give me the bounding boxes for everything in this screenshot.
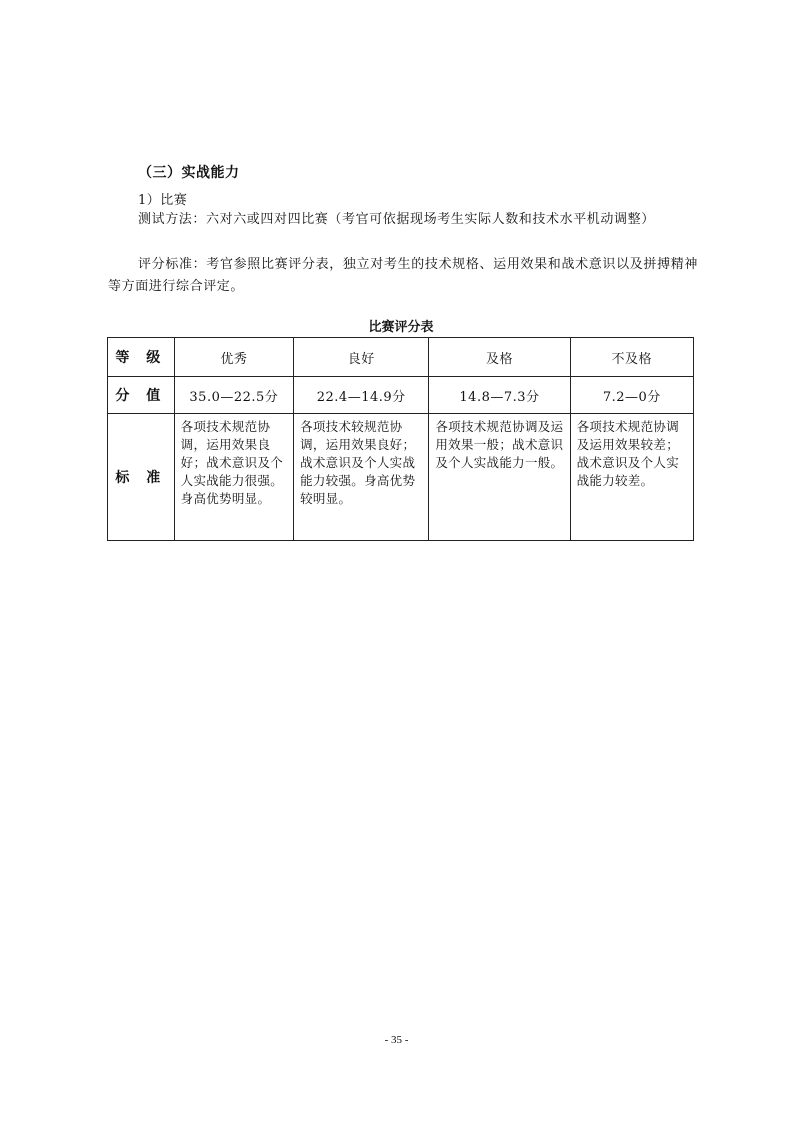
table-row-grade [108,338,694,377]
subheading-match: 1）比赛 [138,193,188,208]
standard-cell: 各项技术较规范协调，运用效果良好；战术意识及个人实战能力较强。身高优势较明显。 [294,414,429,541]
grade-cell: 及格 [429,338,570,377]
score-cell: 7.2—0分 [570,377,693,414]
row-header-standard: 标 准 [108,414,175,541]
table-row-score [108,377,694,414]
row-header-score: 分 值 [108,377,175,414]
page-number: - 35 - [384,1034,409,1046]
section-heading: （三）实战能力 [138,165,240,181]
score-cell: 35.0—22.5分 [174,377,293,414]
table-title: 比赛评分表 [368,320,434,335]
scoring-standard-paragraph: 评分标准：考官参照比赛评分表，独立对考生的技术规格、运用效果和战术意识以及拼搏精神等方面进行综合评定。 [108,257,698,294]
score-cell: 22.4—14.9分 [294,377,429,414]
score-cell: 14.8—7.3分 [429,377,570,414]
row-header-grade: 等 级 [108,338,175,377]
standard-cell: 各项技术规范协调及运用效果较差；战术意识及个人实战能力较差。 [570,414,693,541]
grade-cell: 良好 [294,338,429,377]
match-score-table [107,337,694,541]
standard-cell: 各项技术规范协调，运用效果良好；战术意识及个人实战能力很强。身高优势明显。 [174,414,293,541]
standard-cell: 各项技术规范协调及运用效果一般；战术意识及个人实战能力一般。 [429,414,570,541]
grade-cell: 不及格 [570,338,693,377]
grade-cell: 优秀 [174,338,293,377]
test-method-paragraph: 测试方法：六对六或四对四比赛（考官可依据现场考生实际人数和技术水平机动调整） [138,212,655,227]
table-row-standard [108,414,694,541]
